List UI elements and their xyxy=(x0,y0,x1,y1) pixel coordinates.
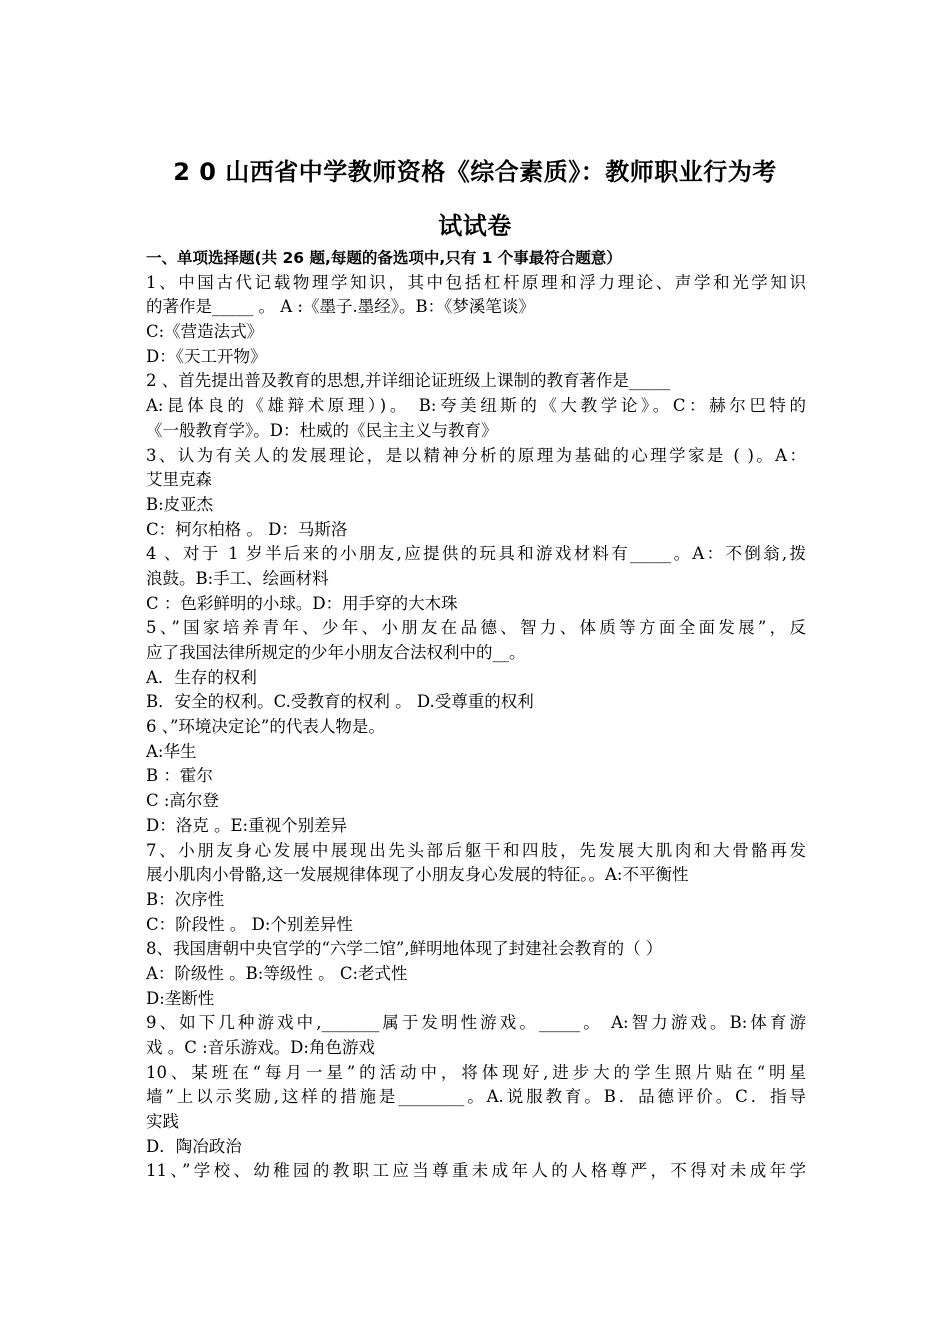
text-line: D:垄断性 xyxy=(146,988,215,1008)
text-line: 的著作是_____ 。 A :《墨子.墨经》。B：《梦溪笔谈》 xyxy=(146,297,535,317)
text-line: 展小肌肉小骨骼,这一发展规律体现了小朋友身心发展的特征。。A:不平衡性 xyxy=(146,865,689,885)
text-line: D．陶冶政治 xyxy=(146,1136,242,1156)
text-line: A：阶级性 。B:等级性 。 C:老式性 xyxy=(146,963,408,983)
text-line: 应了我国法律所规定的少年小朋友合法权利中的__。 xyxy=(146,643,526,662)
text-line: B:皮亚杰 xyxy=(146,494,214,514)
section-heading: 一、单项选择题(共 26 题,每题的备选项中,只有 1 个事最符合题意） xyxy=(146,249,622,267)
document-title-line-1: 2 0 山西省中学教师资格《综合素质》：教师职业行为考 xyxy=(173,158,777,186)
text-line: C：阶段性 。 D:个别差异性 xyxy=(146,914,353,934)
text-line: D：《天工开物》 xyxy=(146,346,267,366)
text-line: 实践 xyxy=(146,1112,179,1132)
text-line: C：柯尔柏格 。 D：马斯洛 xyxy=(146,519,348,539)
text-line: A．生存的权利 xyxy=(146,667,257,687)
text-line: 《一般教育学》。D：杜威的《民主主义与教育》 xyxy=(146,420,498,440)
text-line: B：次序性 xyxy=(146,889,225,909)
text-line: A:昆体良的《雄辩术原理）)。 B:夸美纽斯的《大教学论》。C：赫尔巴特的 xyxy=(146,396,806,416)
text-line: 戏 。C :音乐游戏。D:角色游戏 xyxy=(146,1038,375,1057)
text-line: 2 、首先提出普及教育的思想,并详细论证班级上课制的教育著作是_____ xyxy=(146,371,671,391)
text-line: 艾里克森 xyxy=(146,470,212,490)
text-line: C ：色彩鲜明的小球。D：用手穿的大木珠 xyxy=(146,593,458,613)
text-line: B ：霍尔 xyxy=(146,766,213,786)
document-body xyxy=(146,246,806,1184)
text-line: 墙”上以示奖励,这样的措施是________。A.说服教育。B．品德评价。C．指导 xyxy=(146,1087,806,1107)
text-line: 10、某班在“每月一星”的活动中，将体现好,进步大的学生照片贴在“明星 xyxy=(146,1062,806,1082)
text-line: 1、中国古代记载物理学知识，其中包括杠杆原理和浮力理论、声学和光学知识 xyxy=(146,272,806,292)
text-line: B．安全的权利。C.受教育的权利 。 D.受尊重的权利 xyxy=(146,692,534,712)
text-line: 6 、”环境决定论”的代表人物是。 xyxy=(146,717,385,737)
text-line: C:《营造法式》 xyxy=(146,322,264,342)
text-line: D：洛克 。E:重视个别差异 xyxy=(146,815,348,835)
text-line: 7、小朋友身心发展中展现出先头部后躯干和四肢，先发展大肌肉和大骨骼再发 xyxy=(146,840,806,860)
text-line: 8、我国唐朝中央官学的“六学二馆”,鲜明地体现了封建社会教育的（ ） xyxy=(146,939,663,959)
text-line: 3、认为有关人的发展理论，是以精神分析的原理为基础的心理学家是 ( )。A： xyxy=(146,445,806,465)
text-line: A:华生 xyxy=(146,741,197,761)
text-line: 4 、对于 1 岁半后来的小朋友,应提供的玩具和游戏材料有_____。A：不倒翁,拨 xyxy=(146,544,806,564)
text-line: 11、”学校、幼稚园的教职工应当尊重未成年人的人格尊严，不得对未成年学 xyxy=(146,1161,806,1181)
text-line: 9、如下几种游戏中,_______属于发明性游戏。_____。 A:智力游戏。B:体育游 xyxy=(146,1013,806,1033)
document-title-line-2: 试试卷 xyxy=(438,212,512,240)
text-line: 5、”国家培养青年、少年、小朋友在品德、智力、体质等方面全面发展”，反 xyxy=(146,618,806,638)
text-line: 浪鼓。B:手工、绘画材料 xyxy=(146,568,329,588)
text-line: C :高尔登 xyxy=(146,791,219,811)
